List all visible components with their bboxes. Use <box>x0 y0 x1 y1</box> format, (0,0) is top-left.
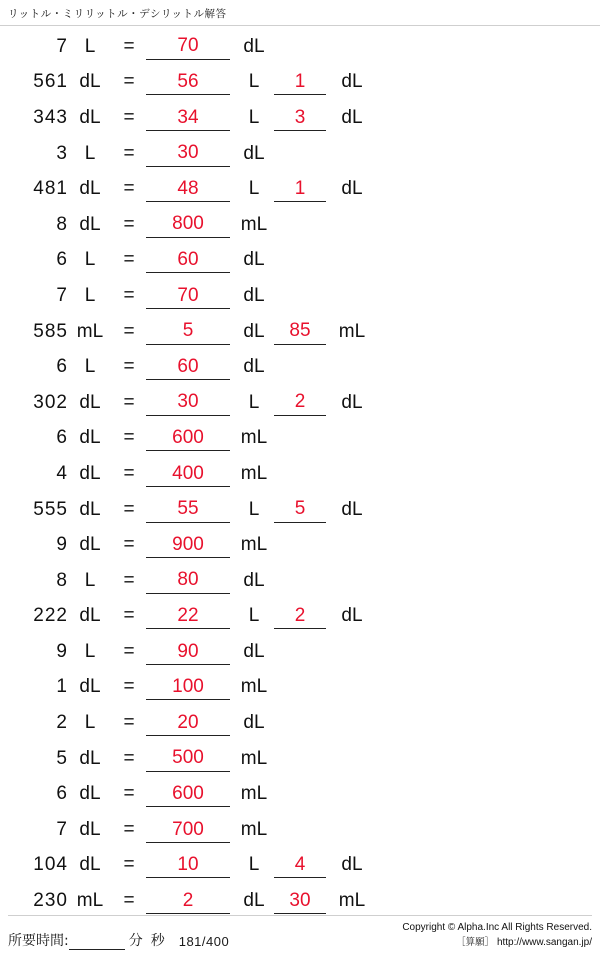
problem-value: 9 <box>56 534 68 556</box>
answer-unit-primary: dL <box>243 249 265 271</box>
minutes-blank[interactable] <box>69 933 125 950</box>
equals-sign: = <box>123 427 135 449</box>
problem-unit: dL <box>79 605 101 627</box>
equals-sign: = <box>123 890 135 912</box>
problem-row <box>0 65 600 101</box>
answer-blank-primary[interactable]: 30 <box>146 390 230 416</box>
answer-unit-secondary: dL <box>341 498 363 520</box>
answer-blank-primary[interactable]: 22 <box>146 603 230 629</box>
answer-blank-secondary[interactable]: 30 <box>274 888 326 914</box>
page-number: 181/400 <box>178 934 230 949</box>
answer-unit-secondary: mL <box>338 320 366 342</box>
problem-value: 6 <box>56 427 68 449</box>
answer-unit-primary: L <box>248 106 260 128</box>
answer-blank-primary[interactable]: 90 <box>146 639 230 665</box>
problem-row <box>0 599 600 635</box>
problem-value: 8 <box>56 213 68 235</box>
problem-value: 230 <box>33 890 68 912</box>
problem-unit: L <box>84 712 96 734</box>
problem-value: 104 <box>33 854 68 876</box>
problem-value: 555 <box>33 498 68 520</box>
problem-row <box>0 207 600 243</box>
problem-unit: mL <box>76 320 104 342</box>
problem-row <box>0 243 600 279</box>
problem-row <box>0 776 600 812</box>
problem-unit: dL <box>79 676 101 698</box>
minutes-unit: 分 <box>128 933 143 949</box>
answer-unit-secondary: dL <box>341 391 363 413</box>
problem-unit: dL <box>79 818 101 840</box>
copyright-line: Copyright © Alpha.Inc All Rights Reserved. <box>402 922 592 933</box>
answer-unit-primary: mL <box>240 676 268 698</box>
problem-value: 8 <box>56 569 68 591</box>
answer-unit-primary: L <box>248 605 260 627</box>
answer-unit-secondary: mL <box>338 890 366 912</box>
answer-unit-primary: mL <box>240 818 268 840</box>
answer-blank-secondary[interactable]: 3 <box>274 105 326 131</box>
equals-sign: = <box>123 284 135 306</box>
answer-blank-primary[interactable]: 600 <box>146 425 230 451</box>
problem-row <box>0 563 600 599</box>
header-divider <box>0 25 600 26</box>
problem-unit: mL <box>76 890 104 912</box>
problem-row <box>0 136 600 172</box>
problem-unit: dL <box>79 498 101 520</box>
problem-unit: dL <box>79 178 101 200</box>
problem-unit: dL <box>79 71 101 93</box>
problem-unit: dL <box>79 427 101 449</box>
answer-blank-secondary[interactable]: 2 <box>274 390 326 416</box>
equals-sign: = <box>123 142 135 164</box>
problem-value: 5 <box>56 747 68 769</box>
answer-unit-primary: dL <box>243 356 265 378</box>
answer-unit-primary: mL <box>240 462 268 484</box>
problem-unit: dL <box>79 106 101 128</box>
answer-blank-primary[interactable]: 60 <box>146 247 230 273</box>
equals-sign: = <box>123 71 135 93</box>
equals-sign: = <box>123 818 135 840</box>
problem-row <box>0 349 600 385</box>
equals-sign: = <box>123 249 135 271</box>
publisher-url: http://www.sangan.jp/ <box>496 936 592 948</box>
problem-value: 9 <box>56 640 68 662</box>
equals-sign: = <box>123 569 135 591</box>
answer-unit-primary: mL <box>240 427 268 449</box>
equals-sign: = <box>123 462 135 484</box>
answer-blank-secondary[interactable]: 85 <box>274 319 326 345</box>
equals-sign: = <box>123 35 135 57</box>
answer-blank-primary[interactable]: 70 <box>146 34 230 60</box>
copyright-block <box>402 921 592 950</box>
problem-list <box>0 29 600 919</box>
problem-unit: dL <box>79 783 101 805</box>
answer-unit-primary: L <box>248 178 260 200</box>
problem-row <box>0 527 600 563</box>
answer-blank-primary[interactable]: 34 <box>146 105 230 131</box>
equals-sign: = <box>123 783 135 805</box>
problem-unit: dL <box>79 213 101 235</box>
problem-value: 7 <box>56 818 68 840</box>
problem-unit: dL <box>79 391 101 413</box>
time-required <box>8 930 229 950</box>
problem-value: 561 <box>33 71 68 93</box>
problem-row <box>0 848 600 884</box>
problem-unit: L <box>84 249 96 271</box>
answer-blank-primary[interactable]: 70 <box>146 283 230 309</box>
problem-row <box>0 29 600 65</box>
answer-unit-primary: dL <box>243 640 265 662</box>
problem-unit: dL <box>79 534 101 556</box>
problem-value: 2 <box>56 712 68 734</box>
problem-unit: L <box>84 640 96 662</box>
problem-row <box>0 705 600 741</box>
equals-sign: = <box>123 605 135 627</box>
equals-sign: = <box>123 854 135 876</box>
problem-value: 7 <box>56 35 68 57</box>
problem-unit: dL <box>79 854 101 876</box>
problem-row <box>0 741 600 777</box>
answer-unit-primary: L <box>248 854 260 876</box>
answer-blank-primary[interactable]: 48 <box>146 176 230 202</box>
answer-blank-primary[interactable]: 20 <box>146 710 230 736</box>
problem-row <box>0 883 600 919</box>
answer-unit-primary: mL <box>240 783 268 805</box>
problem-unit: L <box>84 142 96 164</box>
problem-value: 7 <box>56 284 68 306</box>
answer-blank-primary[interactable]: 500 <box>146 746 230 772</box>
problem-value: 222 <box>33 605 68 627</box>
problem-value: 343 <box>33 106 68 128</box>
answer-blank-secondary[interactable]: 4 <box>274 852 326 878</box>
problem-row <box>0 385 600 421</box>
answer-unit-primary: L <box>248 391 260 413</box>
equals-sign: = <box>123 106 135 128</box>
equals-sign: = <box>123 640 135 662</box>
page-title: リットル・ミリリットル・デシリットル解答 <box>8 8 227 20</box>
problem-unit: L <box>84 356 96 378</box>
answer-unit-primary: mL <box>240 213 268 235</box>
problem-unit: L <box>84 284 96 306</box>
problem-value: 585 <box>33 320 68 342</box>
problem-row <box>0 278 600 314</box>
answer-unit-secondary: dL <box>341 605 363 627</box>
problem-value: 6 <box>56 356 68 378</box>
answer-unit-secondary: dL <box>341 106 363 128</box>
answer-blank-secondary[interactable]: 5 <box>274 497 326 523</box>
answer-unit-primary: mL <box>240 747 268 769</box>
answer-blank-primary[interactable]: 700 <box>146 817 230 843</box>
equals-sign: = <box>123 676 135 698</box>
problem-row <box>0 492 600 528</box>
problem-unit: L <box>84 569 96 591</box>
problem-value: 302 <box>33 391 68 413</box>
problem-row <box>0 100 600 136</box>
problem-row <box>0 421 600 457</box>
equals-sign: = <box>123 178 135 200</box>
problem-row <box>0 456 600 492</box>
answer-blank-primary[interactable]: 56 <box>146 69 230 95</box>
time-required-label: 所要時間: <box>8 933 69 949</box>
answer-unit-primary: dL <box>243 569 265 591</box>
equals-sign: = <box>123 534 135 556</box>
problem-row <box>0 314 600 350</box>
answer-blank-primary[interactable]: 30 <box>146 141 230 167</box>
equals-sign: = <box>123 213 135 235</box>
answer-blank-primary[interactable]: 400 <box>146 461 230 487</box>
answer-unit-primary: dL <box>243 35 265 57</box>
answer-unit-secondary: dL <box>341 854 363 876</box>
problem-unit: dL <box>79 747 101 769</box>
answer-blank-primary[interactable]: 900 <box>146 532 230 558</box>
answer-unit-primary: dL <box>243 712 265 734</box>
equals-sign: = <box>123 391 135 413</box>
answer-blank-secondary[interactable]: 2 <box>274 603 326 629</box>
equals-sign: = <box>123 498 135 520</box>
answer-blank-primary[interactable]: 800 <box>146 212 230 238</box>
answer-unit-primary: L <box>248 71 260 93</box>
answer-blank-primary[interactable]: 600 <box>146 781 230 807</box>
page-footer <box>0 915 600 956</box>
seconds-unit: 秒 <box>150 933 165 949</box>
answer-unit-primary: dL <box>243 284 265 306</box>
problem-value: 6 <box>56 249 68 271</box>
problem-unit: dL <box>79 462 101 484</box>
answer-unit-primary: dL <box>243 142 265 164</box>
answer-blank-primary[interactable]: 10 <box>146 852 230 878</box>
answer-blank-secondary[interactable]: 1 <box>274 176 326 202</box>
problem-value: 481 <box>33 178 68 200</box>
answer-blank-primary[interactable]: 5 <box>146 319 230 345</box>
problem-value: 3 <box>56 142 68 164</box>
problem-row <box>0 670 600 706</box>
equals-sign: = <box>123 712 135 734</box>
answer-blank-primary[interactable]: 80 <box>146 568 230 594</box>
problem-row <box>0 171 600 207</box>
problem-value: 1 <box>56 676 68 698</box>
answer-blank-secondary[interactable]: 1 <box>274 69 326 95</box>
answer-unit-secondary: dL <box>341 71 363 93</box>
problem-unit: L <box>84 35 96 57</box>
answer-blank-primary[interactable]: 2 <box>146 888 230 914</box>
equals-sign: = <box>123 356 135 378</box>
problem-row <box>0 634 600 670</box>
answer-unit-primary: dL <box>243 320 265 342</box>
equals-sign: = <box>123 320 135 342</box>
answer-blank-primary[interactable]: 55 <box>146 497 230 523</box>
answer-unit-primary: dL <box>243 890 265 912</box>
publisher-name: ［算願］ <box>456 936 495 948</box>
answer-unit-primary: mL <box>240 534 268 556</box>
answer-unit-secondary: dL <box>341 178 363 200</box>
equals-sign: = <box>123 747 135 769</box>
answer-blank-primary[interactable]: 60 <box>146 354 230 380</box>
answer-blank-primary[interactable]: 100 <box>146 674 230 700</box>
problem-value: 4 <box>56 462 68 484</box>
problem-row <box>0 812 600 848</box>
problem-value: 6 <box>56 783 68 805</box>
answer-unit-primary: L <box>248 498 260 520</box>
footer-divider <box>8 915 592 916</box>
